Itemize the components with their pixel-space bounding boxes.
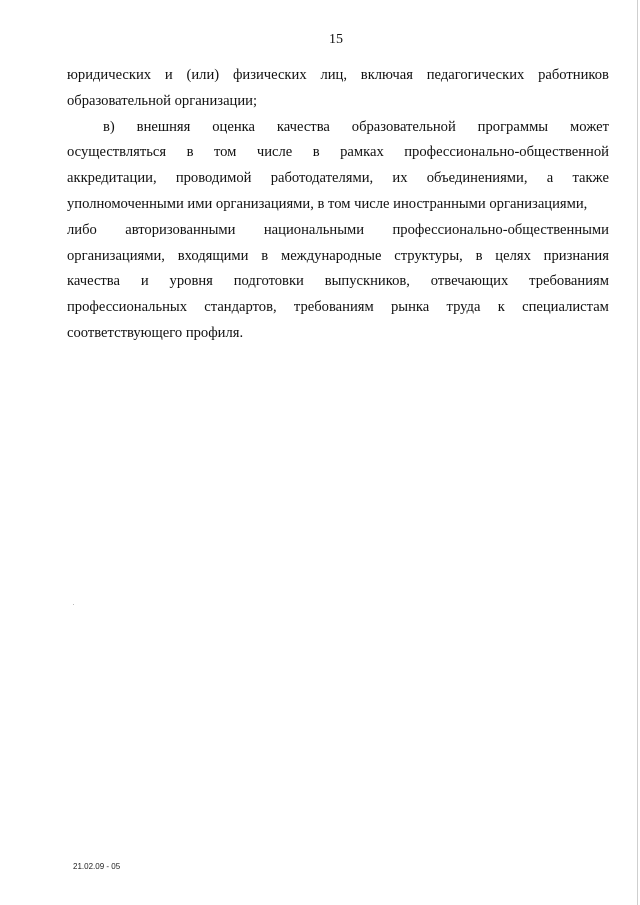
text-word: в [186,144,194,161]
text-word: аккредитации, [67,170,157,187]
text-line [67,115,609,141]
text-word: к [497,299,505,316]
text-word: качества [276,118,330,135]
text-word: в [475,247,483,264]
text-word: качества [67,273,120,290]
text-word: либо [67,221,97,238]
text-word: юридических [67,67,152,83]
text-word: признания [543,247,609,264]
text-word: специалистам [522,299,609,316]
text-word: рамках [340,144,384,161]
text-word: требованиям [529,273,609,290]
text-word: и [140,273,149,290]
text-word: профессионально-общественными [392,221,609,238]
body-text [67,63,609,347]
text-word: проводимой [175,170,252,187]
text-line [67,321,609,347]
text-word: образовательной организации; [67,92,258,109]
scan-speck [73,604,74,605]
text-word: структуры, [394,247,463,264]
text-word: стандартов, [204,299,277,316]
text-word: объединениями, [426,170,528,187]
text-word: авторизованными [125,221,236,238]
text-word: в [261,247,269,264]
text-word: образовательной [351,118,456,135]
text-line [67,89,609,115]
text-word: педагогических [426,67,525,83]
text-word: международные [280,247,382,264]
text-line [67,166,609,192]
text-word: программы [477,118,549,135]
text-word: входящими [177,247,249,264]
text-word: целях [495,247,531,264]
text-line [67,218,609,244]
text-word: труда [446,299,481,316]
text-word: том [213,144,237,161]
page-number: 15 [329,32,343,47]
text-word: работников [538,67,609,83]
text-word: внешняя [136,118,191,135]
text-word: требованиям [293,299,374,316]
text-word: а [546,170,554,187]
text-word: организациями, [67,247,165,264]
text-line [67,192,609,218]
text-word: профессионально-общественной [404,144,609,161]
text-word: осуществляться [67,144,167,161]
text-word: уровня [169,273,213,290]
text-word: числе [256,144,293,161]
text-line [67,140,609,166]
text-word: уполномоченными ими организациями, в том числе иностранными организациями, [67,195,588,212]
text-word: национальными [263,221,365,238]
text-line [67,295,609,321]
text-word: работодателями, [270,170,374,187]
text-word: оценка [212,118,255,135]
text-word: физических [232,67,307,83]
text-word: и [164,67,173,83]
text-line [67,269,609,295]
text-word: соответствующего профиля. [67,324,244,341]
text-word: в [312,144,320,161]
text-line [67,63,609,89]
text-line [67,244,609,270]
text-word: выпускников, [324,273,410,290]
text-word: лиц, [320,67,347,83]
footer-document-code: 21.02.09 - 05 [73,862,121,871]
text-word: включая [360,67,413,83]
text-word: подготовки [233,273,304,290]
scan-edge [637,0,638,905]
text-word: профессиональных [67,299,188,316]
text-word: их [392,170,408,187]
text-word: может [570,118,609,135]
text-word: рынка [390,299,430,316]
text-word: также [572,170,609,187]
text-word: в) [103,118,115,135]
text-word: (или) [186,67,220,83]
text-word: отвечающих [430,273,509,290]
